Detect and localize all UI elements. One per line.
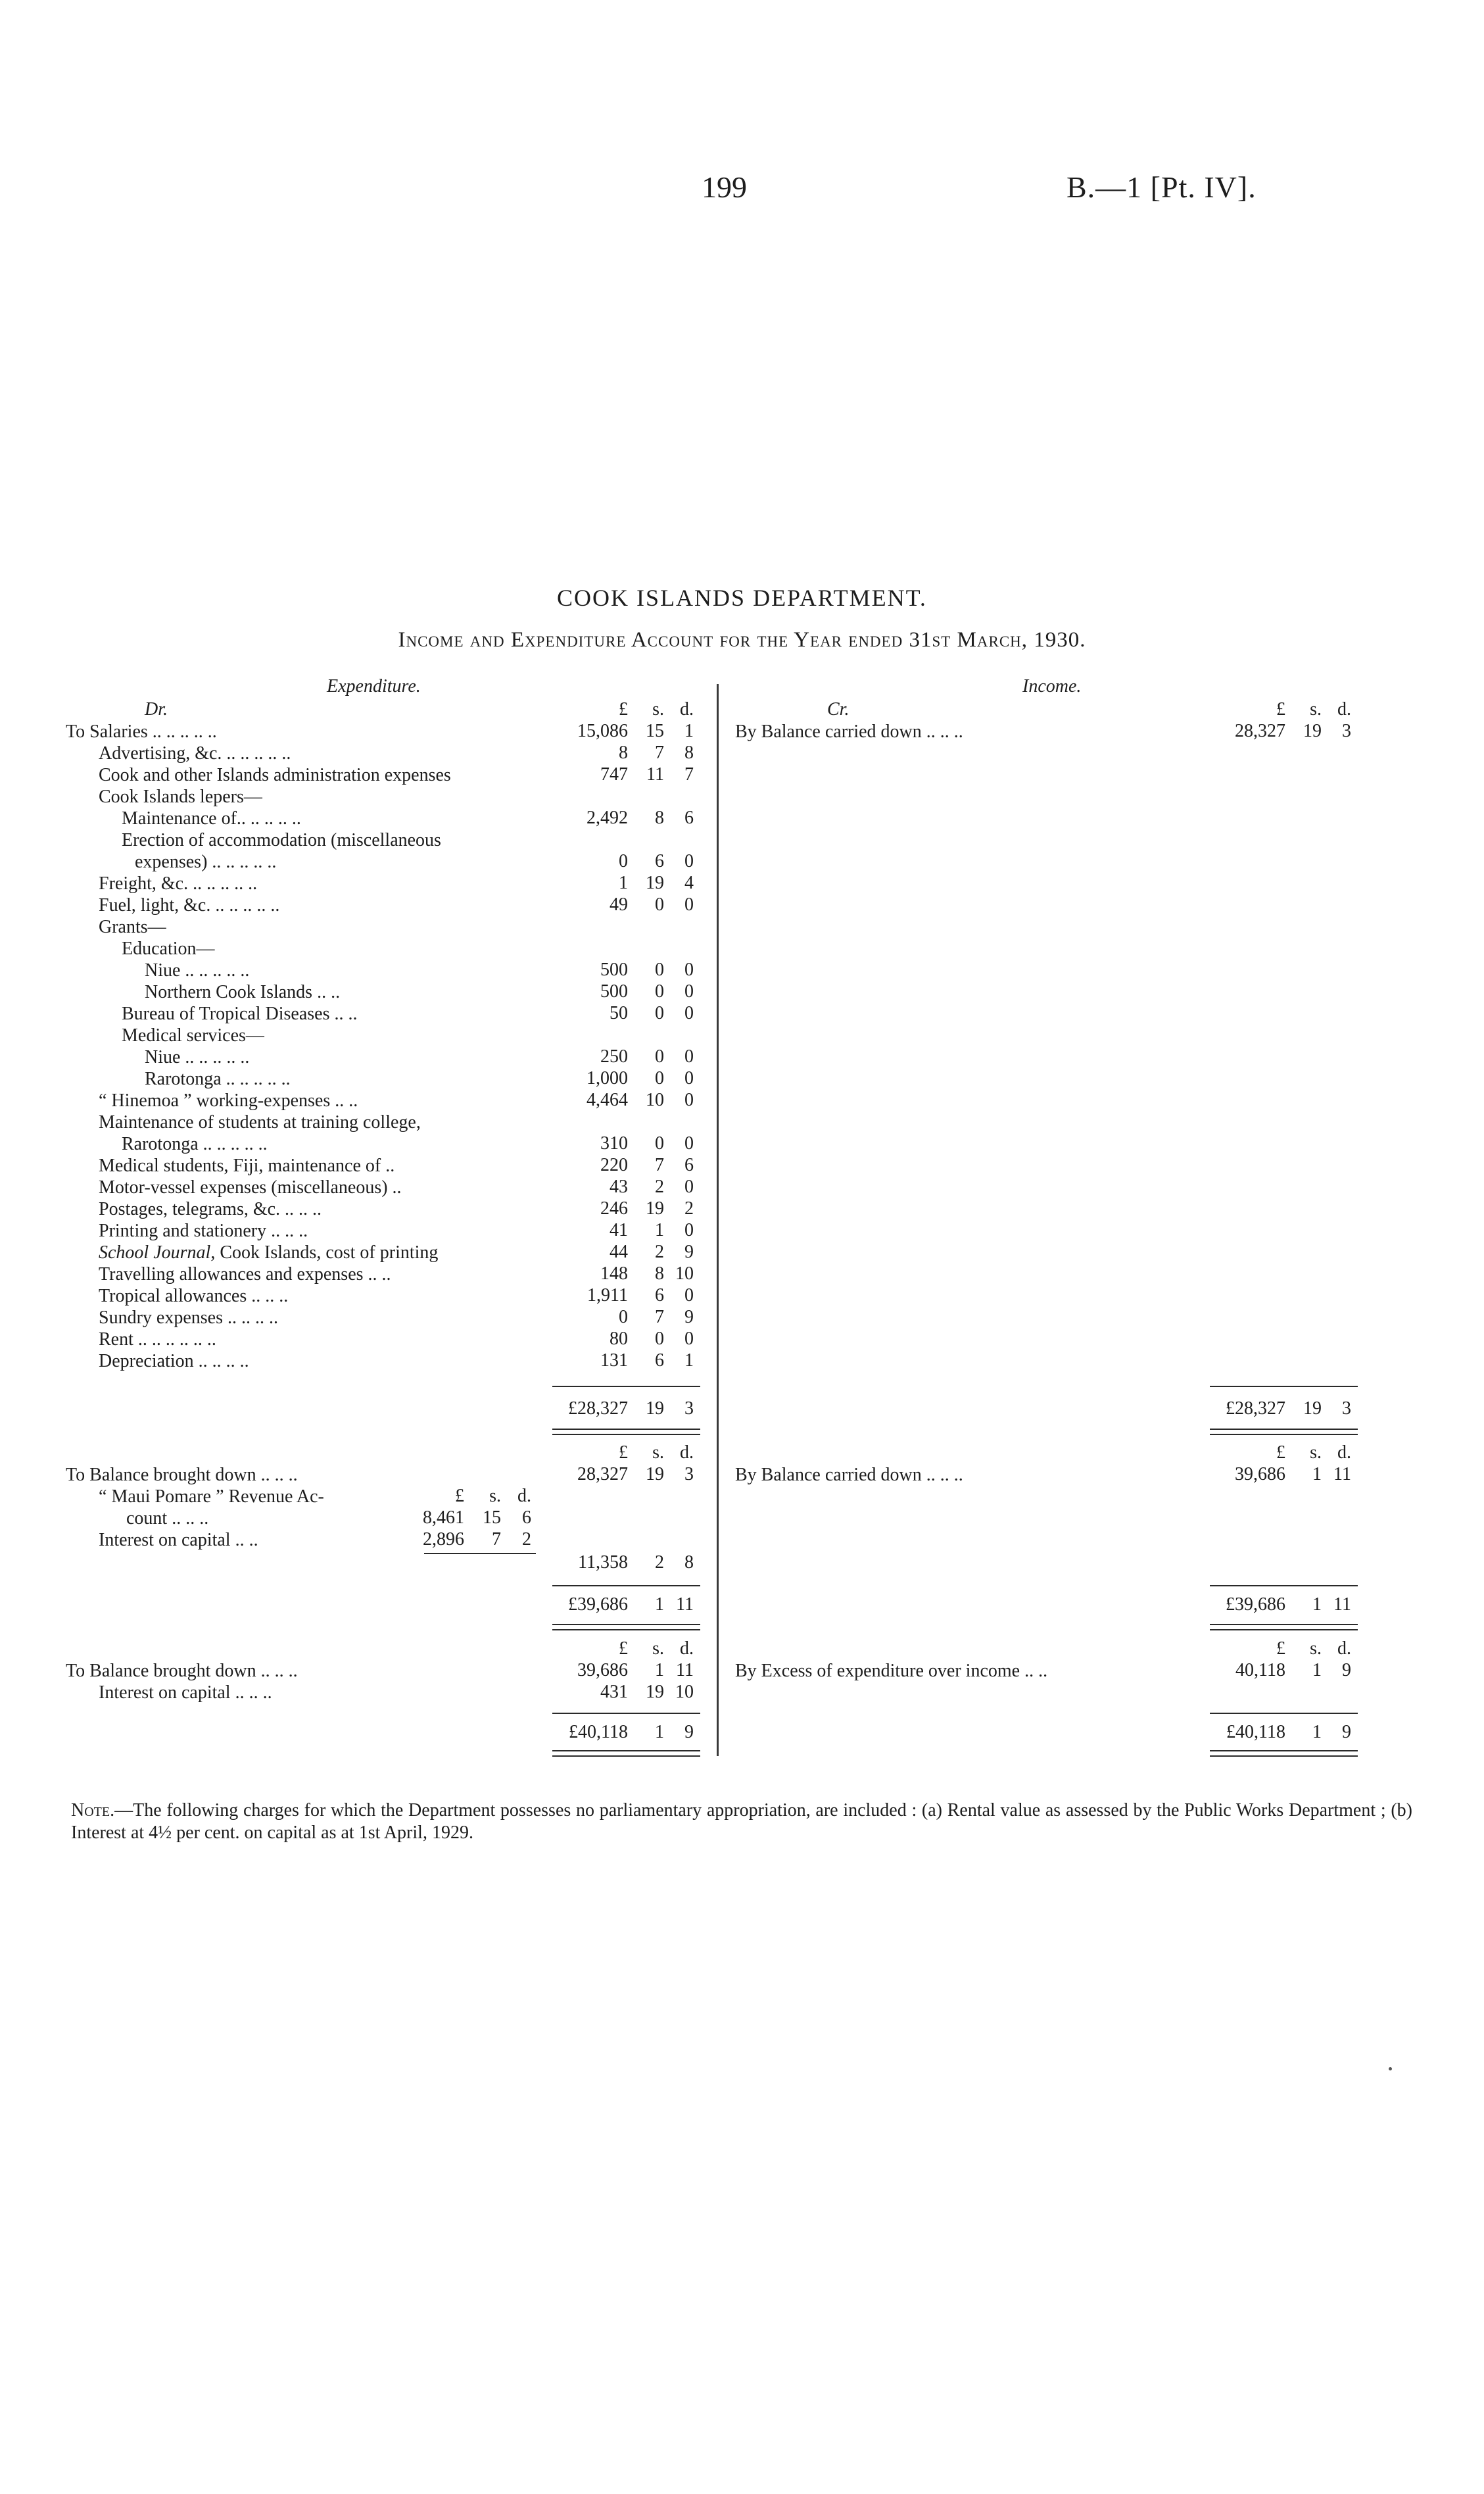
expenditure-item: Maintenance of students at training college, [99,1112,421,1133]
double-rule [552,1429,700,1435]
expenditure-item: Tropical allowances .. .. .. [99,1286,289,1306]
amount-shillings: 15 [646,721,664,741]
amount-pounds: 43 [610,1177,628,1197]
total-shillings: 1 [1312,1594,1322,1615]
expenditure-item: Rarotonga .. .. .. .. .. [122,1134,268,1154]
document-reference: B.—1 [Pt. IV]. [1066,170,1257,204]
pounds-header: £ [619,1442,628,1463]
expenditure-item: Medical services— [122,1025,264,1046]
total-rule [552,1713,700,1714]
total-pence: 9 [1342,1722,1351,1742]
amount-pence: 2 [522,1529,531,1550]
total-shillings: 1 [655,1722,664,1742]
total-pounds: £39,686 [1226,1594,1285,1615]
pence-header: d. [680,699,694,720]
amount-pence: 10 [675,1263,694,1284]
expenditure-item: “ Hinemoa ” working-expenses .. .. [99,1090,358,1111]
expenditure-item: Postages, telegrams, &c. .. .. .. [99,1199,322,1219]
amount-shillings: 0 [655,1133,664,1154]
amount-shillings: 11 [646,764,664,785]
amount-pence: 0 [684,1003,694,1023]
shillings-header: s. [652,699,664,720]
amount-pounds: 28,327 [577,1464,628,1484]
amount-shillings: 7 [492,1529,501,1550]
sub-pounds-header: £ [455,1486,464,1506]
total-shillings: 19 [646,1398,664,1419]
amount-shillings: 8 [655,808,664,828]
amount-pounds: 500 [600,981,628,1002]
amount-pounds: 2,896 [423,1529,464,1550]
expenditure-item: expenses) .. .. .. .. .. [135,852,277,872]
sub-shillings-header: s. [489,1486,501,1506]
amount-pounds: 41 [610,1220,628,1240]
amount-pounds: 500 [600,960,628,980]
amount-shillings: 6 [655,1285,664,1306]
total-shillings: 19 [1303,1398,1322,1419]
expenditure-item: Rent .. .. .. .. .. .. [99,1329,216,1350]
pence-header: d. [680,1638,694,1659]
amount-pounds: 49 [610,894,628,915]
total-pounds: £28,327 [568,1398,628,1419]
amount-pence: 0 [684,1046,694,1067]
amount-shillings: 2 [655,1242,664,1262]
amount-pounds: 246 [600,1198,628,1219]
balance-carried-down: By Balance carried down .. .. .. [735,1465,963,1485]
expenditure-item: To Salaries .. .. .. .. .. [66,721,217,742]
amount-pounds: 131 [600,1350,628,1371]
subtotal-pence: 8 [684,1552,694,1573]
amount-pence: 6 [684,808,694,828]
shillings-header: s. [652,1638,664,1659]
double-rule [552,1750,700,1757]
amount-pounds: 28,327 [1235,721,1285,741]
amount-shillings: 7 [655,1307,664,1327]
total-pounds: £40,118 [569,1722,628,1742]
amount-pence: 1 [684,1350,694,1371]
footnote [71,1799,1412,1844]
amount-pounds: 4,464 [586,1090,628,1110]
amount-shillings: 7 [655,743,664,763]
pence-header: d. [1337,1638,1351,1659]
amount-pounds: 50 [610,1003,628,1023]
amount-pence: 0 [684,1068,694,1088]
amount-pence: 9 [1342,1660,1351,1680]
amount-pence: 3 [1342,721,1351,741]
page-title: COOK ISLANDS DEPARTMENT. [557,585,927,611]
amount-pounds: 0 [619,1307,628,1327]
dr-label: Dr. [145,699,168,720]
shillings-header: s. [1310,1638,1322,1659]
total-rule [1210,1585,1358,1586]
expenditure-item: Niue .. .. .. .. .. [145,960,250,981]
expenditure-item: Cook Islands lepers— [99,787,262,807]
excess-of-expenditure: By Excess of expenditure over income .. .. [735,1661,1048,1681]
balance-brought-down: To Balance brought down .. .. .. [66,1465,298,1485]
total-shillings: 1 [655,1594,664,1615]
amount-pounds: 1,911 [587,1285,628,1306]
amount-shillings: 0 [655,1046,664,1067]
amount-pence: 4 [684,873,694,893]
total-rule [1210,1386,1358,1387]
interest-on-capital: Interest on capital .. .. .. [99,1682,272,1703]
amount-pounds: 1 [619,873,628,893]
total-pence: 9 [684,1722,694,1742]
pounds-header: £ [619,699,628,720]
amount-pounds: 0 [619,851,628,871]
amount-shillings: 2 [655,1177,664,1197]
expenditure-item: Sundry expenses .. .. .. .. [99,1308,278,1328]
pounds-header: £ [1276,1442,1285,1463]
expenditure-item: Advertising, &c. .. .. .. .. .. [99,743,291,764]
total-rule [552,1386,700,1387]
amount-pence: 3 [684,1464,694,1484]
amount-pence: 7 [684,764,694,785]
total-pounds: £39,686 [568,1594,628,1615]
footnote-text: —The following charges for which the Department possesses no parliamentary appropriation, are included : (a) Rental value as assessed by the Public Works Department ; (b) Interest at 4½ per cent. on capital as at 1st April, 1929. [71,1800,1412,1843]
subtotal-rule [424,1553,536,1554]
sub-pence-header: d. [517,1486,531,1506]
total-pence: 3 [684,1398,694,1419]
amount-pounds: 15,086 [577,721,628,741]
expenditure-label: Expenditure. [327,676,421,697]
total-pounds: £40,118 [1226,1722,1285,1742]
cr-label: Cr. [827,699,850,720]
expenditure-item: Northern Cook Islands .. .. [145,982,341,1002]
shillings-header: s. [1310,699,1322,720]
amount-pence: 11 [676,1660,694,1680]
amount-pence: 0 [684,981,694,1002]
expenditure-item [99,1242,438,1263]
amount-shillings: 1 [655,1660,664,1680]
item-text: , Cook Islands, cost of printing [210,1242,439,1263]
amount-pence: 6 [684,1155,694,1175]
subtotal-shillings: 2 [655,1552,664,1573]
income-item: By Balance carried down .. .. .. [735,721,963,742]
subtotal-pounds: 11,358 [578,1552,628,1573]
amount-pence: 0 [684,1285,694,1306]
maui-pomare-line: count .. .. .. [126,1508,209,1528]
amount-shillings: 6 [655,851,664,871]
amount-pounds: 40,118 [1235,1660,1285,1680]
amount-pence: 0 [684,894,694,915]
amount-pence: 10 [675,1682,694,1702]
amount-pounds: 250 [600,1046,628,1067]
amount-shillings: 0 [655,1003,664,1023]
total-shillings: 1 [1312,1722,1322,1742]
shillings-header: s. [1310,1442,1322,1463]
amount-pounds: 8,461 [423,1507,464,1528]
amount-shillings: 19 [646,1464,664,1484]
expenditure-item: Medical students, Fiji, maintenance of .. [99,1156,395,1176]
pounds-header: £ [1276,699,1285,720]
amount-pounds: 148 [600,1263,628,1284]
footnote-label: Note. [71,1800,115,1821]
total-pence: 3 [1342,1398,1351,1419]
amount-shillings: 19 [646,1682,664,1702]
amount-pounds: 747 [600,764,628,785]
amount-shillings: 1 [655,1220,664,1240]
expenditure-item: Grants— [99,917,166,937]
journal-title: School Journal [99,1242,211,1263]
amount-pounds: 80 [610,1329,628,1349]
expenditure-item: Freight, &c. .. .. .. .. .. [99,873,258,894]
pounds-header: £ [1276,1638,1285,1659]
expenditure-item: Printing and stationery .. .. .. [99,1221,308,1241]
expenditure-item: Maintenance of.. .. .. .. .. [122,808,301,829]
pence-header: d. [1337,1442,1351,1463]
expenditure-item: Cook and other Islands administration expenses [99,765,451,785]
amount-shillings: 0 [655,960,664,980]
amount-shillings: 8 [655,1263,664,1284]
amount-pounds: 2,492 [586,808,628,828]
amount-pence: 11 [1333,1464,1351,1484]
expenditure-item: Depreciation .. .. .. .. [99,1351,249,1371]
expenditure-item: Travelling allowances and expenses .. .. [99,1264,391,1284]
amount-pence: 0 [684,960,694,980]
double-rule [1210,1750,1358,1757]
amount-pence: 9 [684,1307,694,1327]
balance-brought-down: To Balance brought down .. .. .. [66,1661,298,1681]
pence-header: d. [680,1442,694,1463]
pounds-header: £ [619,1638,628,1659]
amount-pounds: 44 [610,1242,628,1262]
expenditure-item: Rarotonga .. .. .. .. .. [145,1069,291,1089]
expenditure-item: Motor-vessel expenses (miscellaneous) .. [99,1177,402,1198]
amount-shillings: 19 [646,873,664,893]
amount-shillings: 19 [646,1198,664,1219]
page-speck [1389,2067,1392,2070]
expenditure-item: Fuel, light, &c. .. .. .. .. .. [99,895,280,916]
amount-pence: 0 [684,851,694,871]
amount-shillings: 0 [655,1068,664,1088]
amount-pence: 9 [684,1242,694,1262]
total-rule [1210,1713,1358,1714]
total-pence: 11 [676,1594,694,1615]
amount-pence: 0 [684,1329,694,1349]
total-pounds: £28,327 [1226,1398,1285,1419]
amount-pounds: 1,000 [586,1068,628,1088]
amount-shillings: 10 [646,1090,664,1110]
expenditure-item: Education— [122,939,215,959]
amount-pence: 0 [684,1133,694,1154]
amount-pence: 0 [684,1177,694,1197]
amount-shillings: 7 [655,1155,664,1175]
maui-pomare-line: “ Maui Pomare ” Revenue Ac- [99,1486,324,1507]
total-rule [552,1585,700,1586]
expenditure-item: Niue .. .. .. .. .. [145,1047,250,1067]
amount-pounds: 39,686 [1235,1464,1285,1484]
expenditure-item: Erection of accommodation (miscellaneous [122,830,441,850]
double-rule [552,1624,700,1630]
amount-shillings: 19 [1303,721,1322,741]
amount-pence: 0 [684,1220,694,1240]
pence-header: d. [1337,699,1351,720]
shillings-header: s. [652,1442,664,1463]
amount-pence: 2 [684,1198,694,1219]
total-pence: 11 [1333,1594,1351,1615]
page-subtitle: Income and Expenditure Account for the Year ended 31st March, 1930. [398,628,1086,652]
amount-pence: 1 [684,721,694,741]
amount-pounds: 310 [600,1133,628,1154]
amount-pence: 6 [522,1507,531,1528]
interest-on-capital: Interest on capital .. .. [99,1530,258,1550]
income-label: Income. [1022,676,1082,697]
amount-pence: 0 [684,1090,694,1110]
amount-shillings: 1 [1312,1464,1322,1484]
amount-shillings: 15 [483,1507,501,1528]
column-divider [717,684,719,1756]
double-rule [1210,1624,1358,1630]
expenditure-item: Bureau of Tropical Diseases .. .. [122,1004,358,1024]
amount-pounds: 8 [619,743,628,763]
double-rule [1210,1429,1358,1435]
amount-pounds: 39,686 [577,1660,628,1680]
page-number: 199 [702,170,747,204]
amount-shillings: 1 [1312,1660,1322,1680]
amount-pence: 8 [684,743,694,763]
amount-shillings: 0 [655,1329,664,1349]
amount-pounds: 431 [600,1682,628,1702]
amount-shillings: 0 [655,894,664,915]
amount-pounds: 220 [600,1155,628,1175]
amount-shillings: 0 [655,981,664,1002]
amount-shillings: 6 [655,1350,664,1371]
